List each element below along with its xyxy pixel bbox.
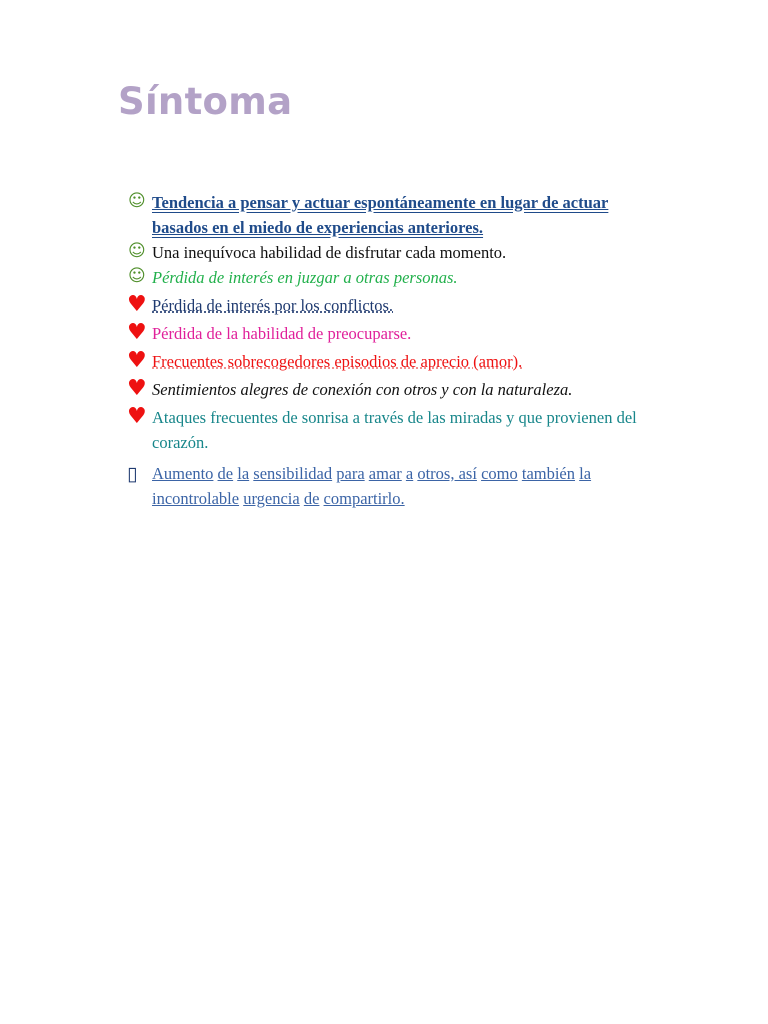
list-item-text: Pérdida de interés por los conflictos. bbox=[152, 296, 394, 315]
heart-icon: ♥ bbox=[127, 292, 147, 317]
heart-icon: ♥ bbox=[127, 404, 147, 429]
word: de bbox=[303, 489, 320, 508]
list-item bbox=[126, 293, 666, 318]
smiley-icon: ☺ bbox=[128, 191, 146, 211]
list-item bbox=[126, 321, 666, 346]
word: amar bbox=[368, 464, 402, 483]
list-item-text: Tendencia a pensar y actuar espontáneamente en lugar de actuar basados en el miedo de experiencias anteriores. bbox=[152, 193, 609, 237]
word: urgencia bbox=[243, 489, 300, 508]
word: la bbox=[237, 464, 250, 483]
smiley-icon: ☺ bbox=[128, 266, 146, 286]
word: a bbox=[405, 464, 414, 483]
list-item bbox=[126, 265, 666, 290]
list-item bbox=[126, 240, 666, 265]
word: otros, así bbox=[417, 464, 477, 483]
heart-icon: ♥ bbox=[127, 348, 147, 373]
list-item bbox=[126, 190, 666, 240]
word: de bbox=[217, 464, 234, 483]
list-item-text bbox=[152, 464, 591, 508]
missing-glyph-icon: ▯ bbox=[127, 463, 138, 485]
list-item-text: Sentimientos alegres de conexión con otros y con la naturaleza. bbox=[152, 380, 573, 399]
list-item-text: Frecuentes sobrecogedores episodios de aprecio (amor). bbox=[152, 352, 523, 371]
word: la bbox=[579, 464, 592, 483]
word: incontrolable bbox=[152, 489, 240, 508]
list-item bbox=[126, 461, 666, 511]
list-item-text: Pérdida de interés en juzgar a otras personas. bbox=[152, 268, 458, 287]
page-title: Síntoma bbox=[118, 80, 293, 123]
heart-icon: ♥ bbox=[127, 376, 147, 401]
word: para bbox=[336, 464, 365, 483]
list-item-text: Una inequívoca habilidad de disfrutar cada momento. bbox=[152, 243, 507, 262]
word: también bbox=[521, 464, 576, 483]
word: Aumento bbox=[152, 464, 214, 483]
word: sensibilidad bbox=[253, 464, 333, 483]
list-item-text: Pérdida de la habilidad de preocuparse. bbox=[152, 324, 412, 343]
word: compartirlo. bbox=[323, 489, 405, 508]
smiley-icon: ☺ bbox=[128, 241, 146, 261]
list-item-text: Ataques frecuentes de sonrisa a través de las miradas y que provienen del corazón. bbox=[152, 408, 637, 452]
list-item bbox=[126, 405, 666, 455]
heart-icon: ♥ bbox=[127, 320, 147, 345]
word: como bbox=[481, 464, 518, 483]
list-item bbox=[126, 349, 666, 374]
symptom-list bbox=[126, 190, 666, 511]
list-item bbox=[126, 377, 666, 402]
